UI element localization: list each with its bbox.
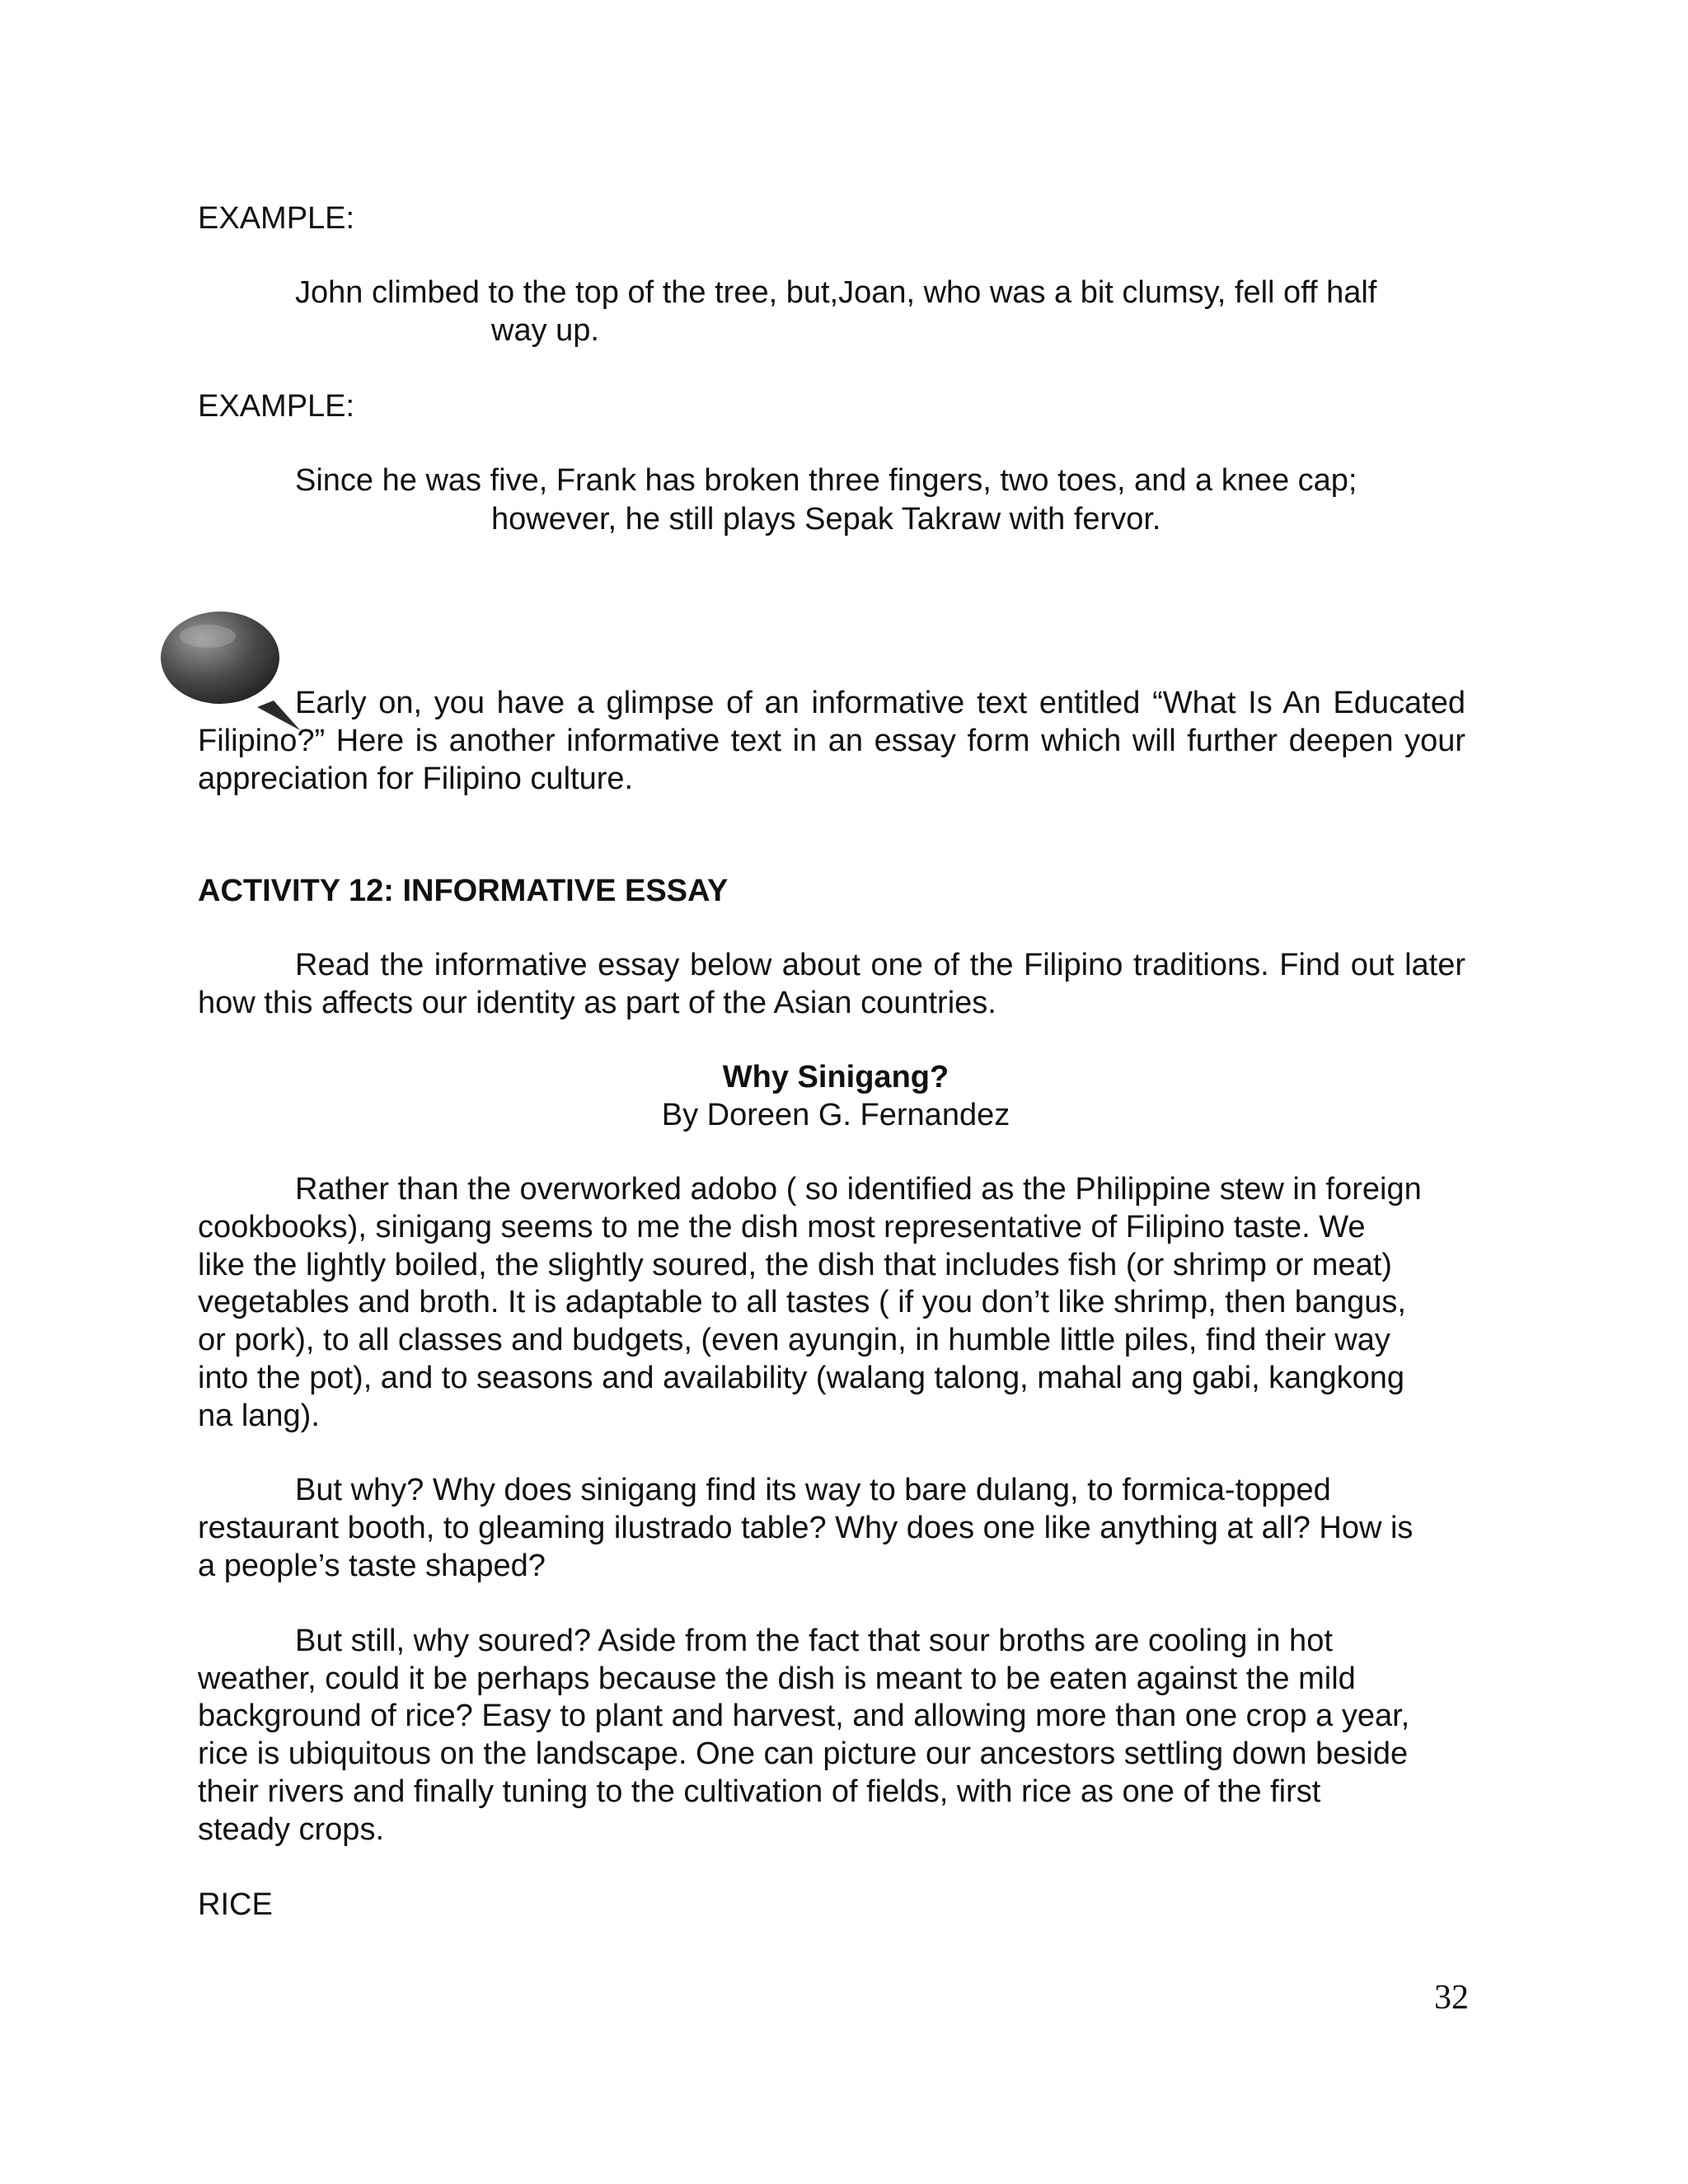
example-sentence-line: John climbed to the top of the tree, but,Joan, who was a bit clumsy, fell off half (295, 275, 1377, 310)
page-number: 32 (1434, 1979, 1469, 2017)
example-label: EXAMPLE: (198, 389, 355, 424)
paragraph-line: like the lightly boiled, the slightly soured, the dish that includes fish (or shrimp or meat) (198, 1248, 1392, 1282)
paragraph-line: into the pot), and to seasons and availability (walang talong, mahal ang gabi, kangkong (198, 1361, 1404, 1395)
paragraph-line: a people’s taste shaped? (198, 1549, 546, 1583)
example-sentence-line: Since he was five, Frank has broken three fingers, two toes, and a knee cap; (295, 463, 1357, 498)
activity-instructions: Read the informative essay below about one of the Filipino traditions. Find out later how this affects our identity as part of the Asian countries. (198, 948, 1465, 1020)
paragraph-line: Rather than the overworked adobo ( so identified as the Philippine stew in foreign (295, 1172, 1422, 1207)
essay-author: By Doreen G. Fernandez (661, 1098, 1010, 1132)
example-sentence-line: however, he still plays Sepak Takraw with fervor. (491, 502, 1161, 537)
example-sentence-line: way up. (491, 313, 599, 348)
paragraph-line: But still, why soured? Aside from the fact that sour broths are cooling in hot (295, 1624, 1333, 1658)
callout-paragraph: Early on, you have a glimpse of an informative text entitled “What Is An Educated Filipino?” Here is another informative text in an essay form which will further deepen your appreciation for Filipino culture. (198, 686, 1465, 796)
paragraph-line: weather, could it be perhaps because the dish is meant to be eaten against the mild (198, 1661, 1356, 1696)
paragraph-line: their rivers and finally tuning to the cultivation of fields, with rice as one of the first (198, 1774, 1321, 1809)
example-label: EXAMPLE: (198, 201, 355, 236)
paragraph-line: na lang). (198, 1399, 320, 1433)
section-label: RICE (198, 1887, 273, 1922)
paragraph-line: cookbooks), sinigang seems to me the dish most representative of Filipino taste. We (198, 1210, 1366, 1244)
activity-heading: ACTIVITY 12: INFORMATIVE ESSAY (198, 874, 729, 908)
paragraph-line: vegetables and broth. It is adaptable to all tastes ( if you don’t like shrimp, then bangus, (198, 1285, 1406, 1319)
paragraph-line: background of rice? Easy to plant and harvest, and allowing more than one crop a year, (198, 1699, 1410, 1733)
paragraph-line: restaurant booth, to gleaming ilustrado table? Why does one like anything at all? How is (198, 1511, 1414, 1545)
essay-title: Why Sinigang? (722, 1060, 950, 1094)
paragraph-line: or pork), to all classes and budgets, (even ayungin, in humble little piles, find their way (198, 1323, 1390, 1357)
paragraph-line: But why? Why does sinigang find its way to bare dulang, to formica-topped (295, 1473, 1331, 1507)
paragraph-line: steady crops. (198, 1812, 384, 1847)
paragraph-line: rice is ubiquitous on the landscape. One can picture our ancestors settling down beside (198, 1736, 1409, 1771)
